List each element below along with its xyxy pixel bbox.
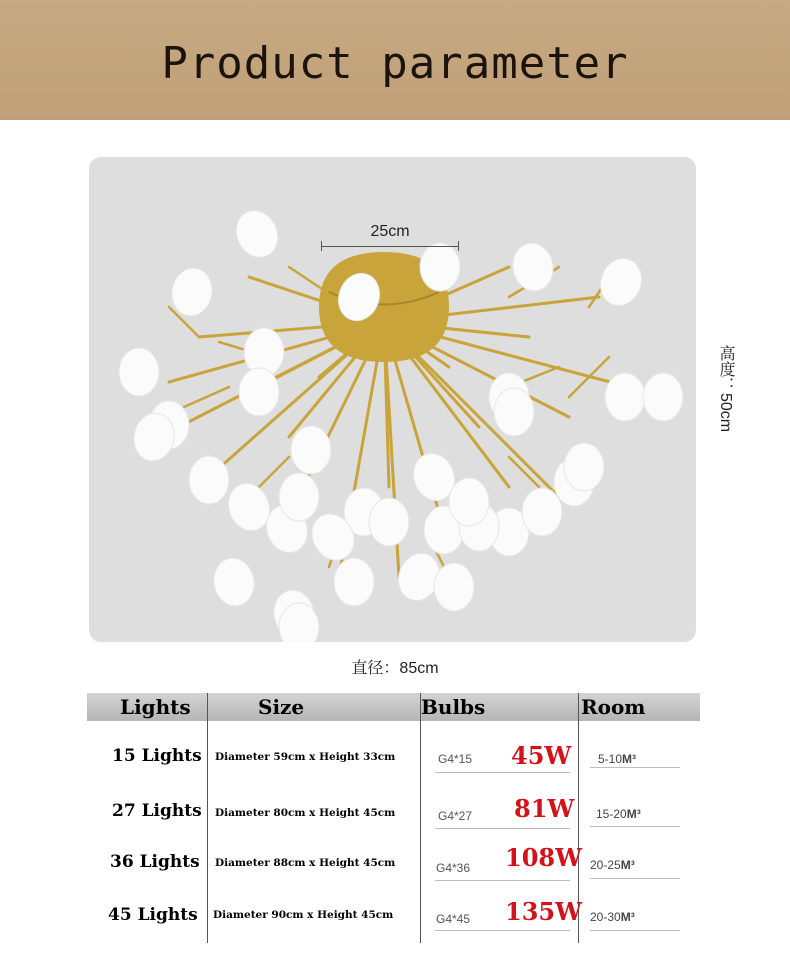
table-row-lights: 36 Lights xyxy=(110,852,200,872)
header-lights: Lights xyxy=(120,695,191,719)
row-divider xyxy=(435,772,570,773)
leaf-lampshade xyxy=(594,253,648,312)
table-row-watt: 45W xyxy=(511,741,572,770)
leaf-lampshade xyxy=(168,265,216,319)
leaf-lampshade xyxy=(291,426,331,474)
row-divider xyxy=(590,930,680,931)
table-row-lights: 15 Lights xyxy=(112,746,202,766)
table-row-room: 20-30M³ xyxy=(590,910,635,924)
column-divider xyxy=(207,693,208,943)
table-row-watt: 81W xyxy=(514,794,575,823)
table-row-size: Diameter 59cm x Height 33cm xyxy=(215,751,396,763)
leaf-lampshade xyxy=(279,473,319,521)
diameter-dimension-label: 直径：85cm xyxy=(351,660,439,677)
leaf-lampshade xyxy=(434,563,474,611)
table-row-bulbs: G4*45 xyxy=(436,912,471,926)
leaf-lampshade xyxy=(119,348,159,396)
title-banner xyxy=(0,0,790,120)
row-divider xyxy=(590,826,680,827)
column-divider xyxy=(420,693,421,943)
leaf-lampshade xyxy=(420,243,460,291)
leaf-lampshade xyxy=(564,443,604,491)
row-divider xyxy=(435,828,570,829)
leaf-lampshade xyxy=(239,368,279,416)
table-row-watt: 135W xyxy=(505,897,583,926)
table-row-room: 5-10M³ xyxy=(598,752,637,766)
table-row-size: Diameter 90cm x Height 45cm xyxy=(213,909,394,921)
table-row-room: 20-25M³ xyxy=(590,858,635,872)
leaf-lampshade xyxy=(189,456,229,504)
leaf-lampshade xyxy=(643,373,683,421)
height-dimension-label: 高度：50cm xyxy=(717,345,734,433)
row-divider xyxy=(590,878,680,879)
table-row-room: 15-20M³ xyxy=(596,807,641,821)
header-size: Size xyxy=(258,695,305,719)
table-row-bulbs: G4*36 xyxy=(436,861,471,875)
leaf-lampshade xyxy=(369,498,409,546)
table-row-size: Diameter 88cm x Height 45cm xyxy=(215,857,396,869)
leaf-lampshade xyxy=(605,373,645,421)
table-row-watt: 108W xyxy=(505,843,583,872)
leaf-lampshade xyxy=(522,488,562,536)
table-row-lights: 45 Lights xyxy=(108,905,198,925)
header-room: Room xyxy=(581,695,646,719)
table-row-bulbs: G4*15 xyxy=(438,752,473,766)
brass-branch xyxy=(569,357,609,397)
leaf-lampshade xyxy=(334,558,374,606)
row-divider xyxy=(435,930,570,931)
row-divider xyxy=(435,880,570,881)
header-bulbs: Bulbs xyxy=(421,695,486,719)
table-row-bulbs: G4*27 xyxy=(438,809,473,823)
leaf-lampshade xyxy=(229,204,286,264)
top-dimension-line xyxy=(321,246,459,247)
top-dimension-label: 25cm xyxy=(370,223,410,240)
table-row-size: Diameter 80cm x Height 45cm xyxy=(215,807,396,819)
leaf-lampshade xyxy=(509,240,557,294)
page-title: Product parameter xyxy=(161,38,629,89)
leaf-lampshade xyxy=(210,555,258,609)
table-row-lights: 27 Lights xyxy=(112,801,202,821)
leaf-lampshade xyxy=(449,478,489,526)
row-divider xyxy=(590,767,680,768)
leaf-lampshade xyxy=(494,388,534,436)
